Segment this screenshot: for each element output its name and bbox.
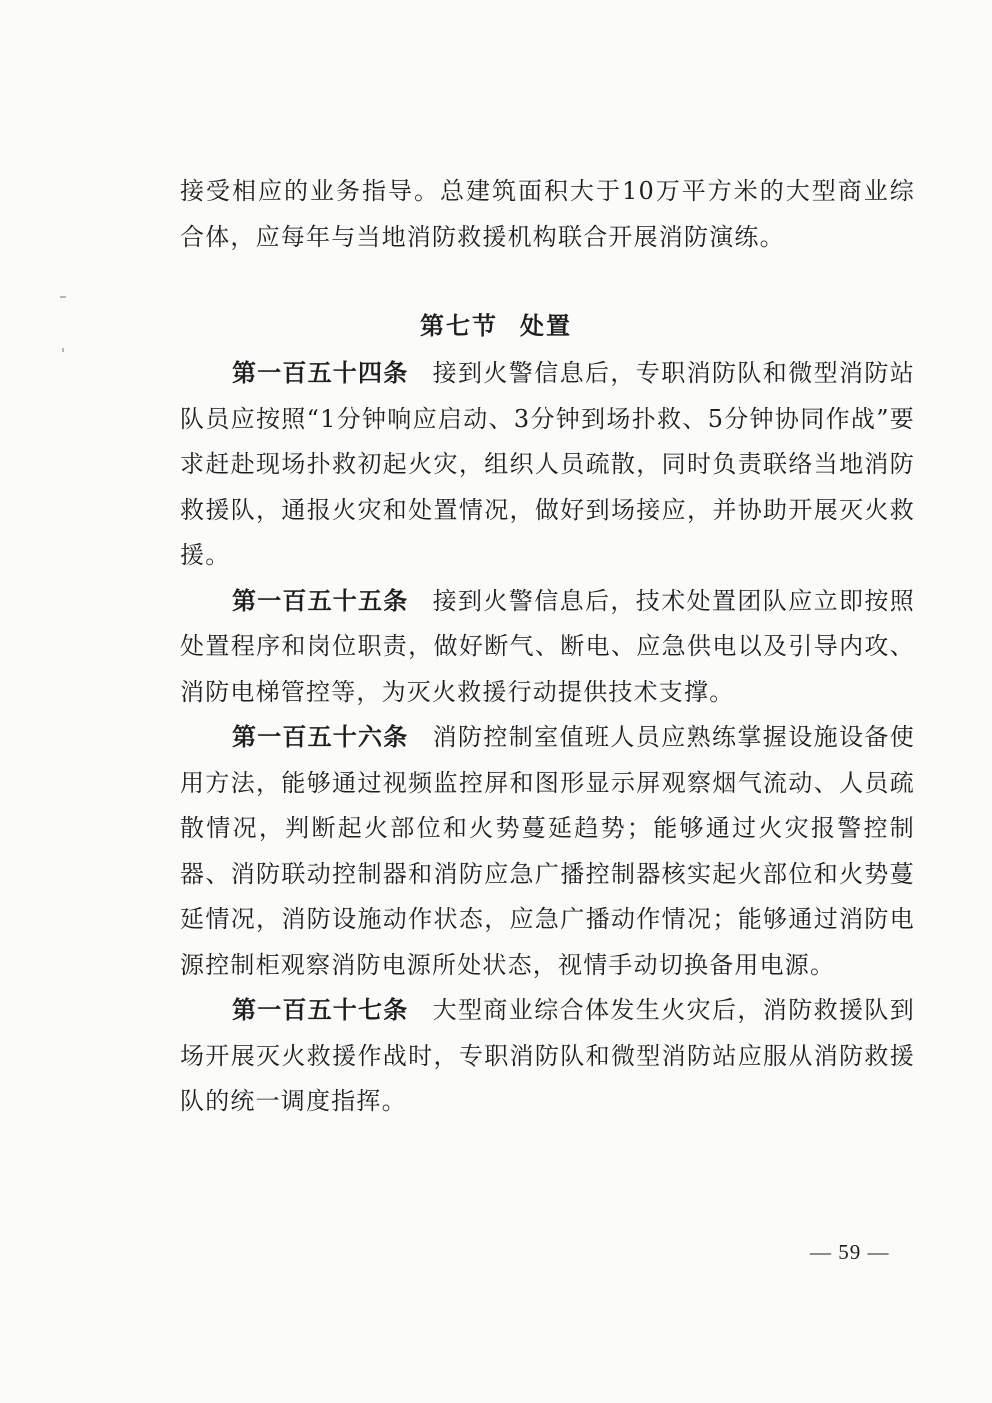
section-heading: [0, 306, 992, 341]
intro-block: [180, 169, 915, 260]
scan-mark: [60, 296, 66, 298]
article-154: [180, 351, 915, 579]
article-text: 接到火警信息后，专职消防队和微型消防站队员应按照“1分钟响应启动、3分钟到场扑救、5分钟协同作战”要求赶赴现场扑救初起火灾，组织人员疏散，同时负责联络当地消防救援队，通报火灾和处置情况，做好到场接应，并协助开展灭火救援。: [180, 359, 915, 569]
article-number: 第一百五十五条: [232, 586, 409, 615]
scan-mark: [62, 348, 64, 352]
article-text: 消防控制室值班人员应熟练掌握设施设备使用方法，能够通过视频监控屏和图形显示屏观察烟气流动、人员疏散情况，判断起火部位和火势蔓延趋势；能够通过火灾报警控制器、消防联动控制器和消防应急广播控制器核实起火部位和火势蔓延情况，消防设施动作状态，应急广播动作情况；能够通过消防电源控制柜观察消防电源所处状态，视情手动切换备用电源。: [180, 723, 915, 979]
intro-paragraph: 接受相应的业务指导。总建筑面积大于10万平方米的大型商业综合体，应每年与当地消防救援机构联合开展消防演练。: [180, 177, 915, 251]
article-number: 第一百五十四条: [232, 359, 409, 387]
article-number: 第一百五十六条: [232, 723, 409, 751]
page-number: — 59 —: [810, 1240, 890, 1264]
article-155: [180, 579, 915, 716]
article-157: [180, 988, 915, 1125]
article-text: 接到火警信息后，技术处置团队应立即按照处置程序和岗位职责，做好断气、断电、应急供电以及引导内攻、消防电梯管控等，为灭火救援行动提供技术支撑。: [180, 586, 915, 706]
section-number: 第七节: [420, 312, 498, 340]
section-title: 处置: [520, 312, 572, 340]
article-156: [180, 715, 915, 988]
article-number: 第一百五十七条: [232, 996, 409, 1024]
article-text: 大型商业综合体发生火灾后，消防救援队到场开展灭火救援作战时，专职消防队和微型消防站应服从消防救援队的统一调度指挥。: [180, 996, 915, 1115]
articles-block: [180, 351, 915, 1125]
